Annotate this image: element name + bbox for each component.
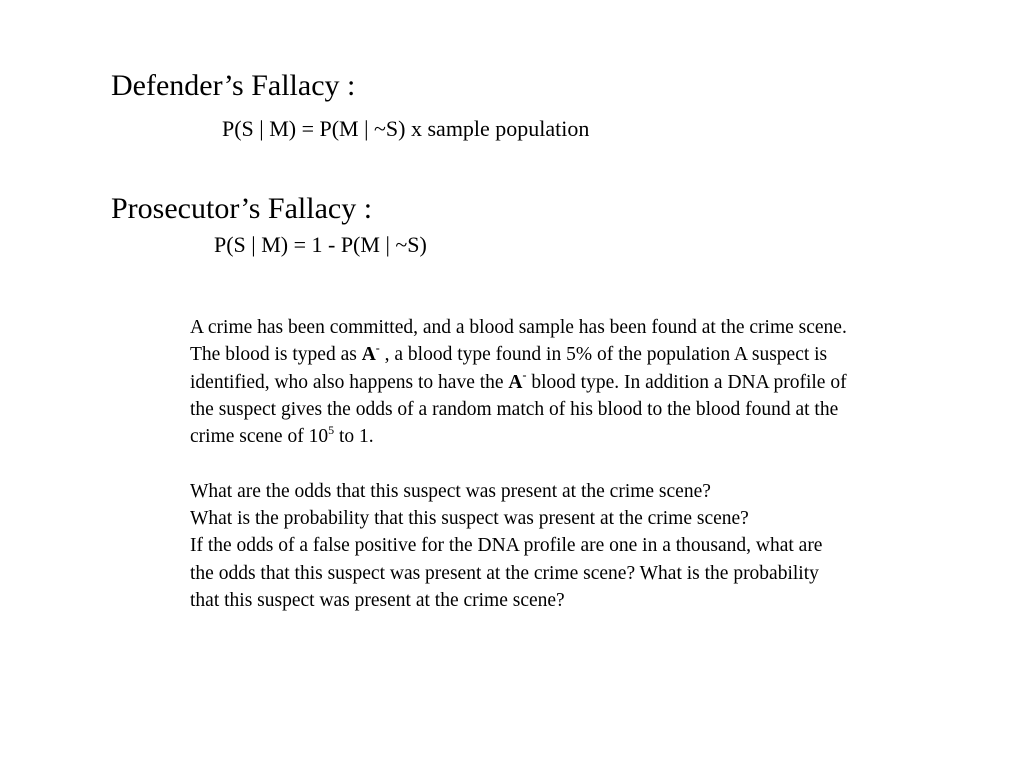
defender-fallacy-formula: P(S | M) = P(M | ~S) x sample population (222, 116, 590, 141)
question-1: What are the odds that this suspect was present at the crime scene? (190, 480, 711, 502)
prosecutor-fallacy-title: Prosecutor’s Fallacy : (111, 192, 373, 225)
prosecutor-fallacy-formula: P(S | M) = 1 - P(M | ~S) (214, 232, 427, 257)
defender-fallacy-title: Defender’s Fallacy : (111, 69, 356, 102)
question-3: If the odds of a false positive for the DNA profile are one in a thousand, what are the odds that this suspect was present at the crime scene? What is the probability that this suspect was present at the crime scene? (190, 535, 823, 611)
question-2: What is the probability that this suspect was present at the crime scene? (190, 508, 749, 530)
scenario-text-2: , a blood type found in 5% of the population A suspect is identified, who also happens to have the (190, 344, 828, 393)
paragraph-gap (190, 450, 850, 477)
problem-statement (190, 314, 850, 614)
odds-value: $10^5$ (308, 422, 335, 448)
blood-type-label: A- (361, 340, 380, 366)
scenario-text-1: A crime has been committed, and a blood sample has been found at the crime scene. The blood is typed as (190, 317, 847, 366)
blood-type-label-2: A- (508, 368, 527, 393)
scenario-paragraph (190, 314, 850, 450)
scenario-text-3: blood type. In addition a DNA profile of the suspect gives the odds of a random match of his blood to the blood found at the crime scene of (190, 371, 847, 448)
odds-tail: to 1. (334, 426, 374, 448)
